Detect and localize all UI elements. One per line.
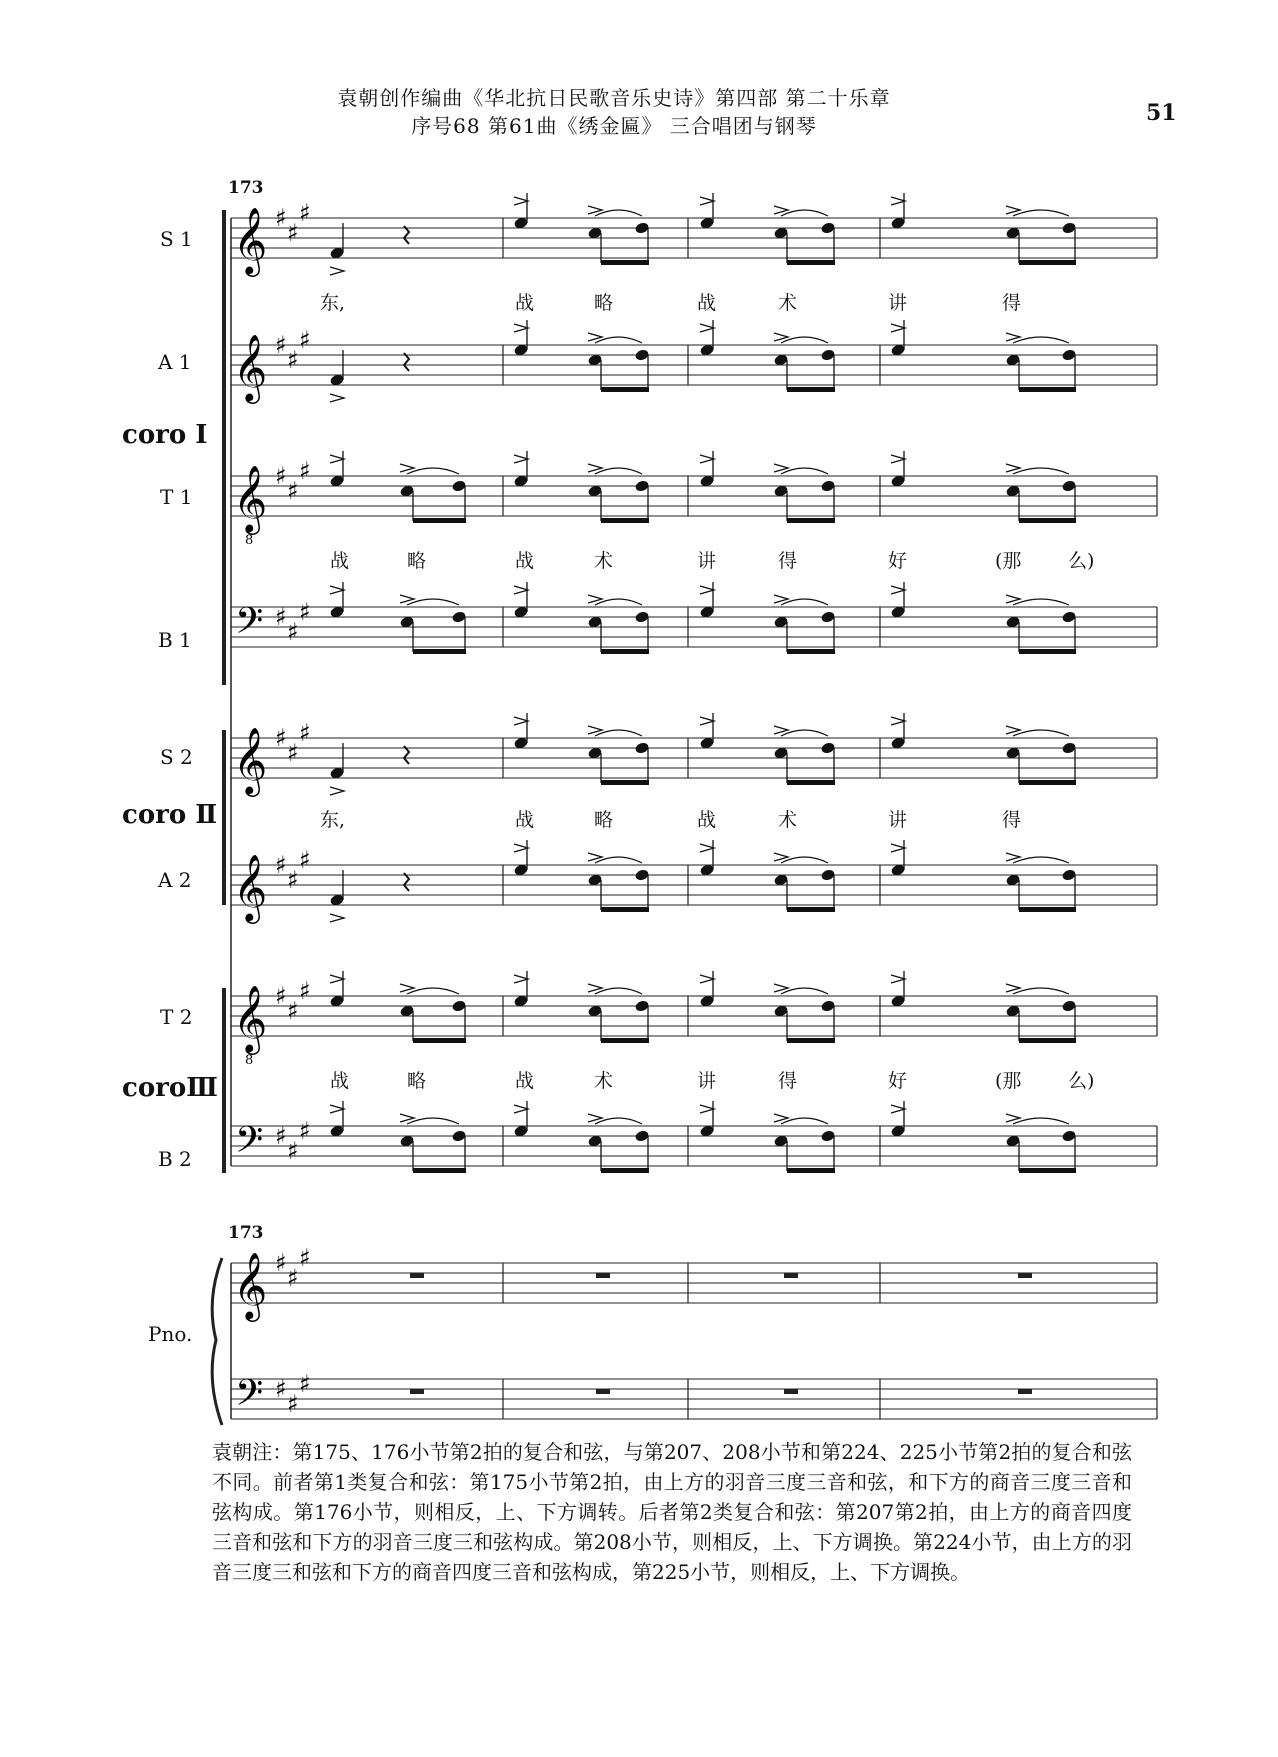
- accent-mark: [330, 455, 344, 463]
- accent-mark: [1006, 333, 1020, 341]
- quarter-rest: [404, 353, 409, 371]
- lyric-s2-2: 战: [515, 809, 535, 831]
- lyric-s1-3: 略: [594, 292, 614, 314]
- sharp-icon: ♯: [275, 331, 287, 359]
- lyric-t2-2: 略: [407, 1070, 427, 1092]
- treble-clef-icon: 𝄞: [233, 206, 268, 274]
- note-beam: [1019, 387, 1076, 392]
- accent-mark: [700, 975, 714, 983]
- note-beam: [601, 1168, 649, 1173]
- slur: [1013, 730, 1069, 736]
- lyric-s2-6: 讲: [888, 809, 908, 831]
- lyric-t1-5: 讲: [697, 550, 717, 572]
- accent-mark: [514, 1105, 528, 1113]
- lyric-t2-4: 术: [594, 1070, 614, 1092]
- lyric-t1-2: 略: [407, 550, 427, 572]
- slur: [1013, 337, 1069, 343]
- quarter-rest: [404, 746, 409, 764]
- note-beam: [413, 518, 466, 523]
- choir-label-1: coro Ⅰ: [122, 420, 208, 450]
- sharp-icon: ♯: [287, 1137, 299, 1165]
- note-beam: [413, 649, 466, 654]
- staff-label-s1: S 1: [160, 227, 193, 251]
- slur: [781, 599, 828, 605]
- accent-mark: [330, 586, 344, 594]
- accent-mark: [400, 595, 414, 603]
- sharp-icon: ♯: [275, 724, 287, 752]
- accent-mark: [700, 1105, 714, 1113]
- accent-mark: [891, 324, 905, 332]
- slur: [407, 988, 459, 994]
- whole-rest: [1018, 1389, 1032, 1394]
- accent-mark: [330, 1105, 344, 1113]
- note-beam: [787, 1168, 835, 1173]
- whole-rest: [784, 1273, 798, 1278]
- accent-mark: [891, 455, 905, 463]
- slur: [1013, 468, 1069, 474]
- treble-clef-icon: 𝄞: [233, 1251, 268, 1319]
- accent-mark: [514, 586, 528, 594]
- header-title: 袁朝创作编曲《华北抗日民歌音乐史诗》第四部 第二十乐章: [337, 86, 891, 110]
- note-beam: [787, 780, 835, 785]
- lyric-t2-1: 战: [330, 1070, 350, 1092]
- lyric-s1-5: 术: [778, 292, 798, 314]
- sharp-icon: ♯: [299, 846, 311, 874]
- accent-mark: [588, 595, 602, 603]
- accent-mark: [891, 586, 905, 594]
- lyric-t1-6: 得: [778, 550, 798, 572]
- treble-clef-icon: 𝄞: [233, 464, 268, 532]
- lyric-t1-3: 战: [515, 550, 535, 572]
- slur: [1013, 210, 1069, 216]
- accent-mark: [700, 324, 714, 332]
- accent-mark: [1006, 853, 1020, 861]
- accent-mark: [514, 844, 528, 852]
- accent-mark: [774, 1114, 788, 1122]
- treble-clef-icon: 𝄞: [233, 726, 268, 794]
- accent-mark: [891, 1105, 905, 1113]
- accent-mark: [774, 726, 788, 734]
- sharp-icon: ♯: [287, 346, 299, 374]
- slur: [1013, 988, 1069, 994]
- sharp-icon: ♯: [287, 997, 299, 1025]
- note-beam: [1019, 1168, 1076, 1173]
- sharp-icon: ♯: [299, 457, 311, 485]
- slur: [595, 988, 642, 994]
- sharp-icon: ♯: [299, 598, 311, 626]
- sharp-icon: ♯: [275, 603, 287, 631]
- whole-rest: [1018, 1273, 1032, 1278]
- note-beam: [601, 387, 649, 392]
- slur: [781, 210, 828, 216]
- choir-bracket: [222, 988, 226, 1173]
- sharp-icon: ♯: [287, 219, 299, 247]
- sharp-icon: ♯: [287, 477, 299, 505]
- accent-mark: [400, 984, 414, 992]
- accent-mark: [1006, 464, 1020, 472]
- sharp-icon: ♯: [275, 1249, 287, 1277]
- accent-mark: [330, 787, 344, 795]
- lyric-s1-2: 战: [515, 292, 535, 314]
- accent-mark: [514, 455, 528, 463]
- accent-mark: [774, 464, 788, 472]
- accent-mark: [514, 197, 528, 205]
- note-beam: [787, 649, 835, 654]
- measure-number: 173: [228, 178, 264, 198]
- lyric-s1-7: 得: [1002, 292, 1022, 314]
- lyric-s2-7: 得: [1002, 809, 1022, 831]
- whole-rest: [596, 1273, 610, 1278]
- accent-mark: [700, 717, 714, 725]
- accent-mark: [330, 975, 344, 983]
- slur: [595, 599, 642, 605]
- note-beam: [413, 1038, 466, 1043]
- sharp-icon: ♯: [299, 326, 311, 354]
- lyric-s1-4: 战: [697, 292, 717, 314]
- whole-rest: [596, 1389, 610, 1394]
- accent-mark: [588, 464, 602, 472]
- lyric-t2-7: 好: [888, 1070, 908, 1092]
- accent-mark: [330, 394, 344, 402]
- lyric-s1-1: 东,: [320, 292, 346, 314]
- accent-mark: [700, 197, 714, 205]
- sharp-icon: ♯: [299, 199, 311, 227]
- page-number: 51: [1146, 100, 1177, 126]
- accent-mark: [774, 333, 788, 341]
- accent-mark: [514, 975, 528, 983]
- sharp-icon: ♯: [287, 866, 299, 894]
- accent-mark: [514, 324, 528, 332]
- lyric-t1-4: 术: [594, 550, 614, 572]
- accent-mark: [1006, 206, 1020, 214]
- accent-mark: [774, 206, 788, 214]
- choir-label-2: coro Ⅱ: [122, 800, 218, 830]
- footnote: 袁朝注：第175、176小节第2拍的复合和弦，与第207、208小节和第224、225小节第2拍的复合和弦不同。前者第1类复合和弦：第175小节第2拍，由上方的羽音三度三音和弦，和下方的商音三度三音和弦构成。第176小节，则相反，上、下方调转。后者第2类复合和弦：第207第2拍，由上方的商音四度三音和弦和下方的羽音三度三和弦构成。第208小节，则相反，上、下方调换。第224小节，由上方的羽音三度三和弦和下方的商音四度三音和弦构成，第225小节，则相反，上、下方调换。: [212, 1440, 1132, 1584]
- lyric-s2-3: 略: [594, 809, 614, 831]
- accent-mark: [1006, 1114, 1020, 1122]
- slur: [781, 988, 828, 994]
- note-beam: [601, 780, 649, 785]
- slur: [781, 337, 828, 343]
- accent-mark: [330, 914, 344, 922]
- staff-label-b2: B 2: [158, 1147, 192, 1171]
- octave-marker: 8: [245, 533, 254, 548]
- lyric-s1-6: 讲: [888, 292, 908, 314]
- bass-clef-icon: 𝄢: [235, 1119, 264, 1170]
- accent-mark: [891, 975, 905, 983]
- staff-label-b1: B 1: [158, 628, 192, 652]
- accent-mark: [330, 267, 344, 275]
- slur: [595, 730, 642, 736]
- slur: [595, 210, 642, 216]
- accent-mark: [891, 717, 905, 725]
- staff-label-t2: T 2: [160, 1005, 193, 1029]
- note-beam: [1019, 518, 1076, 523]
- slur: [1013, 857, 1069, 863]
- accent-mark: [588, 206, 602, 214]
- sharp-icon: ♯: [287, 739, 299, 767]
- note-beam: [1019, 780, 1076, 785]
- quarter-rest: [404, 226, 409, 244]
- lyric-t1-1: 战: [330, 550, 350, 572]
- staff-label-a2: A 2: [158, 868, 192, 892]
- sharp-icon: ♯: [287, 618, 299, 646]
- treble-clef-icon: 𝄞: [233, 853, 268, 921]
- accent-mark: [774, 853, 788, 861]
- note-beam: [787, 260, 835, 265]
- note-beam: [601, 1038, 649, 1043]
- lyric-t2-6: 得: [778, 1070, 798, 1092]
- sharp-icon: ♯: [287, 1390, 299, 1418]
- note-beam: [1019, 907, 1076, 912]
- note-beam: [601, 260, 649, 265]
- note-beam: [787, 518, 835, 523]
- accent-mark: [774, 984, 788, 992]
- note-beam: [601, 649, 649, 654]
- slur: [407, 599, 459, 605]
- sharp-icon: ♯: [275, 982, 287, 1010]
- note-beam: [601, 518, 649, 523]
- sharp-icon: ♯: [299, 977, 311, 1005]
- accent-mark: [588, 726, 602, 734]
- whole-rest: [784, 1389, 798, 1394]
- piano-brace: [212, 1258, 222, 1425]
- slur: [781, 468, 828, 474]
- slur: [781, 730, 828, 736]
- accent-mark: [588, 853, 602, 861]
- note-beam: [787, 907, 835, 912]
- slur: [595, 468, 642, 474]
- note-beam: [413, 1168, 466, 1173]
- note-beam: [1019, 1038, 1076, 1043]
- note-beam: [1019, 260, 1076, 265]
- sharp-icon: ♯: [299, 1370, 311, 1398]
- lyric-t2-3: 战: [515, 1070, 535, 1092]
- sharp-icon: ♯: [287, 1264, 299, 1292]
- slur: [781, 1118, 828, 1124]
- staff-label-s2: S 2: [160, 745, 193, 769]
- accent-mark: [1006, 984, 1020, 992]
- lyric-t1-9: 么): [1068, 550, 1095, 572]
- bass-clef-icon: 𝄢: [235, 600, 264, 651]
- lyric-s2-5: 术: [778, 809, 798, 831]
- accent-mark: [588, 333, 602, 341]
- sharp-icon: ♯: [299, 719, 311, 747]
- sharp-icon: ♯: [275, 1122, 287, 1150]
- header-subtitle: 序号68 第61曲《绣金匾》 三合唱团与钢琴: [411, 114, 817, 138]
- whole-rest: [410, 1389, 424, 1394]
- lyric-t1-8: (那: [995, 550, 1022, 572]
- accent-mark: [400, 1114, 414, 1122]
- sharp-icon: ♯: [275, 204, 287, 232]
- lyric-s2-4: 战: [697, 809, 717, 831]
- quarter-rest: [404, 873, 409, 891]
- sharp-icon: ♯: [275, 462, 287, 490]
- accent-mark: [588, 1114, 602, 1122]
- lyric-t2-8: (那: [995, 1070, 1022, 1092]
- accent-mark: [891, 844, 905, 852]
- accent-mark: [400, 464, 414, 472]
- accent-mark: [891, 197, 905, 205]
- accent-mark: [700, 455, 714, 463]
- choir-bracket: [222, 210, 226, 685]
- lyric-s2-1: 东,: [320, 809, 346, 831]
- staff-label-a1: A 1: [158, 350, 192, 374]
- slur: [595, 857, 642, 863]
- slur: [407, 468, 459, 474]
- slur: [781, 857, 828, 863]
- accent-mark: [588, 984, 602, 992]
- slur: [595, 1118, 642, 1124]
- sharp-icon: ♯: [299, 1117, 311, 1145]
- accent-mark: [1006, 726, 1020, 734]
- bass-clef-icon: 𝄢: [235, 1372, 264, 1423]
- slur: [595, 337, 642, 343]
- sharp-icon: ♯: [275, 851, 287, 879]
- sharp-icon: ♯: [299, 1244, 311, 1272]
- treble-clef-icon: 𝄞: [233, 333, 268, 401]
- accent-mark: [700, 586, 714, 594]
- lyric-t2-5: 讲: [697, 1070, 717, 1092]
- choir-bracket: [222, 730, 226, 905]
- note-beam: [601, 907, 649, 912]
- accent-mark: [700, 844, 714, 852]
- staff-label-t1: T 1: [160, 485, 193, 509]
- slur: [407, 1118, 459, 1124]
- slur: [1013, 599, 1069, 605]
- whole-rest: [410, 1273, 424, 1278]
- lyric-t2-9: 么): [1068, 1070, 1095, 1092]
- treble-clef-icon: 𝄞: [233, 984, 268, 1052]
- accent-mark: [774, 595, 788, 603]
- sharp-icon: ♯: [275, 1375, 287, 1403]
- accent-mark: [514, 717, 528, 725]
- note-beam: [787, 1038, 835, 1043]
- piano-measure-number: 173: [228, 1223, 264, 1243]
- note-beam: [787, 387, 835, 392]
- octave-marker: 8: [245, 1053, 254, 1068]
- staff-label-piano: Pno.: [148, 1322, 193, 1346]
- choir-label-3: coroⅢ: [122, 1073, 218, 1103]
- note-beam: [1019, 649, 1076, 654]
- slur: [1013, 1118, 1069, 1124]
- accent-mark: [1006, 595, 1020, 603]
- lyric-t1-7: 好: [888, 550, 908, 572]
